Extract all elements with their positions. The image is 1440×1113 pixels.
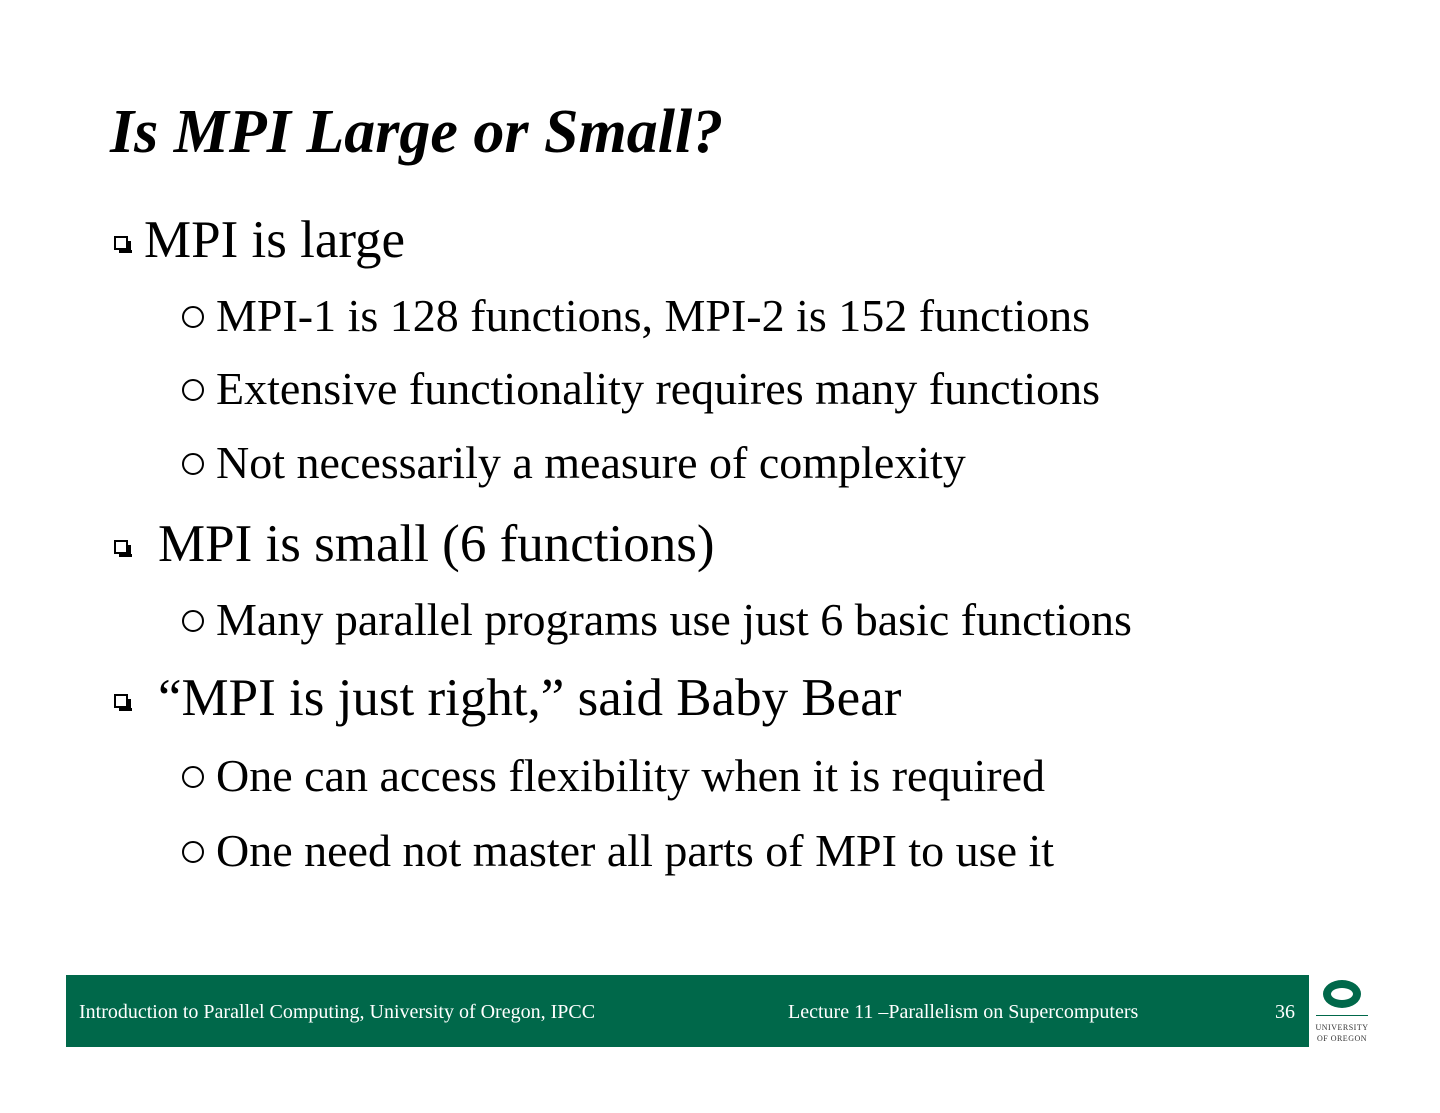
footer-lecture-title: Lecture 11 –Parallelism on Supercomputers (788, 1001, 1139, 1023)
logo-text-university: UNIVERSITY (1315, 1023, 1369, 1032)
bullet-text: MPI is small (6 functions) (158, 515, 715, 573)
circle-bullet-icon (182, 453, 204, 475)
page-number: 36 (1275, 1001, 1295, 1023)
sub-bullet-text: One need not master all parts of MPI to use it (216, 825, 1055, 876)
bullet-text: MPI is large (144, 211, 406, 269)
sub-bullet (182, 363, 1100, 414)
sub-bullet-text: One can access flexibility when it is required (216, 750, 1045, 801)
circle-bullet-icon (182, 379, 204, 401)
circle-bullet-icon (182, 610, 204, 632)
bullet-text: “MPI is just right,” said Baby Bear (158, 669, 902, 727)
sub-bullet (182, 750, 1045, 801)
bullet-mpi-is-small (114, 515, 715, 573)
sub-bullet (182, 437, 966, 488)
sub-bullet (182, 290, 1090, 341)
university-of-oregon-logo (1312, 975, 1372, 1047)
circle-bullet-icon (182, 766, 204, 788)
sub-bullet (182, 594, 1132, 645)
square-bullet-icon (114, 236, 128, 250)
circle-bullet-icon (182, 841, 204, 863)
sub-bullet (182, 825, 1055, 876)
bullet-mpi-is-large (114, 211, 406, 269)
square-bullet-icon (114, 540, 128, 554)
oregon-o-icon (1323, 980, 1361, 1008)
sub-bullet-text: MPI-1 is 128 functions, MPI-2 is 152 functions (216, 290, 1090, 341)
square-bullet-icon (114, 694, 128, 708)
sub-bullet-text: Extensive functionality requires many functions (216, 363, 1100, 414)
footer-bar (66, 975, 1309, 1047)
sub-bullet-text: Not necessarily a measure of complexity (216, 437, 966, 488)
sub-bullet-text: Many parallel programs use just 6 basic functions (216, 594, 1132, 645)
footer-course-title: Introduction to Parallel Computing, University of Oregon, IPCC (79, 1001, 596, 1023)
circle-bullet-icon (182, 306, 204, 328)
logo-divider (1316, 1015, 1368, 1016)
bullet-mpi-is-just-right (114, 669, 902, 727)
slide-title: Is MPI Large or Small? (110, 98, 724, 166)
logo-text-of-oregon: OF OREGON (1316, 1034, 1368, 1043)
